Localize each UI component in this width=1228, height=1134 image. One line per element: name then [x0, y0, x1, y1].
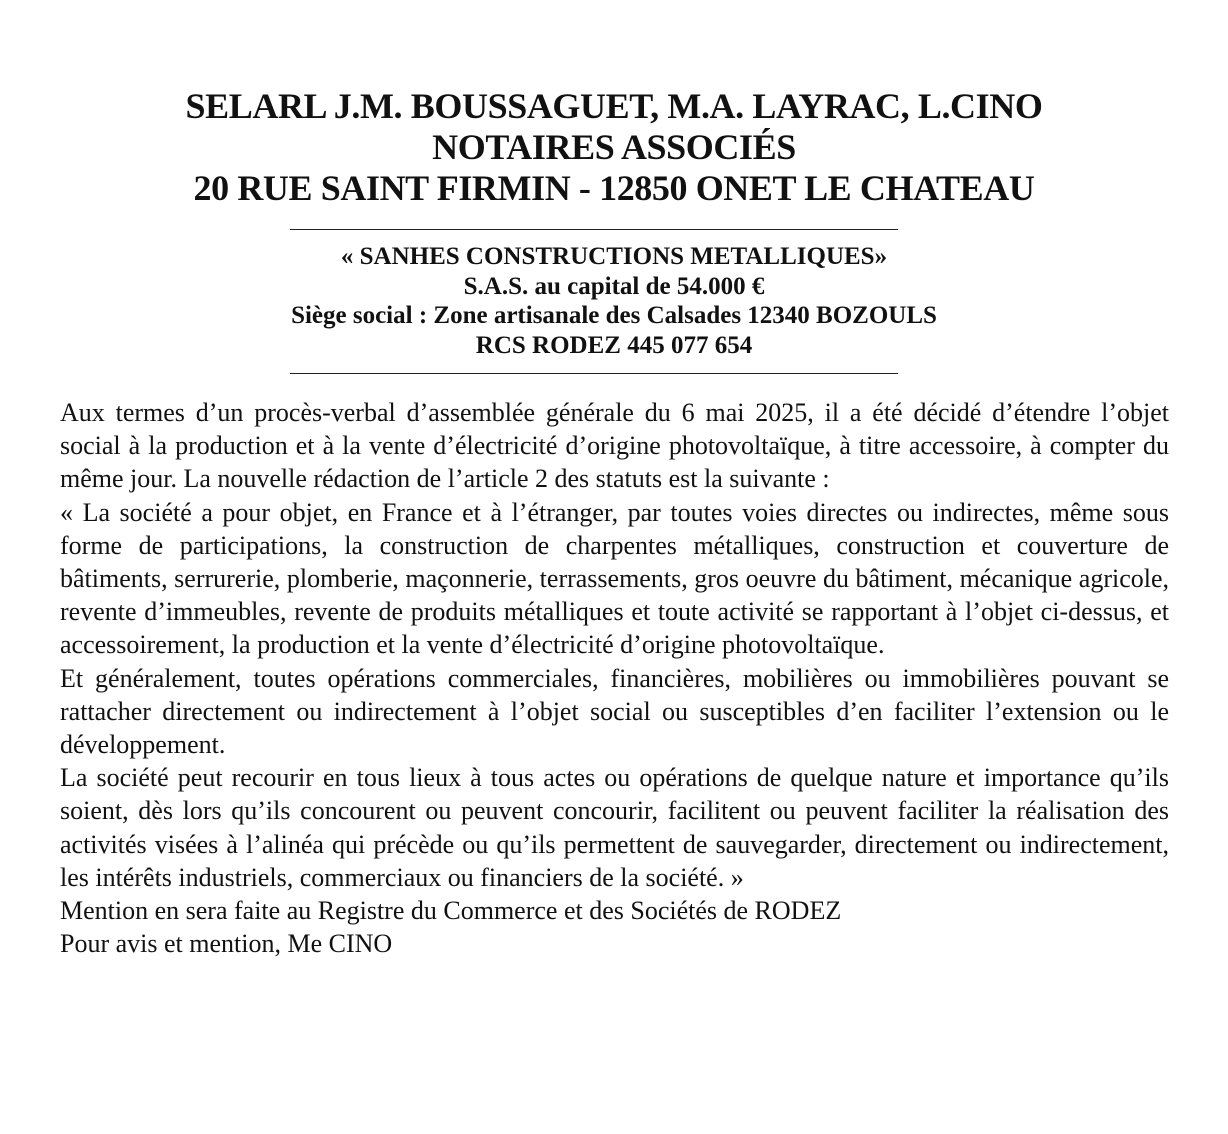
- notice-signature: Pour avis et mention, Me CINO: [60, 929, 393, 959]
- notice-paragraph-general: Et généralement, toutes opérations commerciales, financières, mobilières ou immobilières pouvant se rattacher directement ou indirectement à l’objet social ou susceptibles d’en faciliter l’extension ou le développement.: [60, 663, 1169, 760]
- notary-address: 20 RUE SAINT FIRMIN - 12850 ONET LE CHATEAU: [193, 168, 1035, 208]
- notary-firm-name: SELARL J.M. BOUSSAGUET, M.A. LAYRAC, L.CINO: [185, 86, 1043, 126]
- notice-body: [60, 396, 1169, 960]
- notice-paragraph-intro: Aux termes d’un procès-verbal d’assemblée générale du 6 mai 2025, il a été décidé d’étendre l’objet social à la production et à la vente d’électricité d’origine photovoltaïque, à titre accessoire, à compter du même jour. La nouvelle rédaction de l’article 2 des statuts est la suivante :: [60, 398, 1169, 494]
- header-divider: [290, 229, 898, 230]
- company-legal-form: S.A.S. au capital de 54.000 €: [463, 272, 765, 300]
- notary-title: NOTAIRES ASSOCIÉS: [432, 127, 796, 167]
- company-block: [0, 242, 1228, 360]
- notary-header: [0, 86, 1228, 209]
- company-name: « SANHES CONSTRUCTIONS METALLIQUES»: [340, 243, 888, 270]
- notice-paragraph-mention: Mention en sera faite au Registre du Commerce et des Sociétés de RODEZ: [60, 896, 842, 926]
- notice-paragraph-recourse: La société peut recourir en tous lieux à tous actes ou opérations de quelque nature et importance qu’ils soient, dès lors qu’ils concourent ou peuvent concourir, facilitent ou peuvent faciliter la réalisation des activités visées à l’alinéa qui précède ou qu’ils permettent de sauvegarder, directement ou indirectement, les intérêts industriels, commerciaux ou financiers de la société. »: [60, 763, 1169, 892]
- company-divider: [290, 373, 898, 374]
- notice-paragraph-object: « La société a pour objet, en France et à l’étranger, par toutes voies directes ou indirectes, même sous forme de participations, la construction de charpentes métalliques, construction et couverture de bâtiments, serrurerie, plomberie, maçonnerie, terrassements, gros oeuvre du bâtiment, mécanique agricole, revente d’immeubles, revente de produits métalliques et toute activité se rapportant à l’objet ci-dessus, et accessoirement, la production et la vente d’électricité d’origine photovoltaïque.: [60, 497, 1169, 660]
- company-rcs: RCS RODEZ 445 077 654: [475, 331, 753, 359]
- company-seat: Siège social : Zone artisanale des Calsades 12340 BOZOULS: [291, 302, 937, 329]
